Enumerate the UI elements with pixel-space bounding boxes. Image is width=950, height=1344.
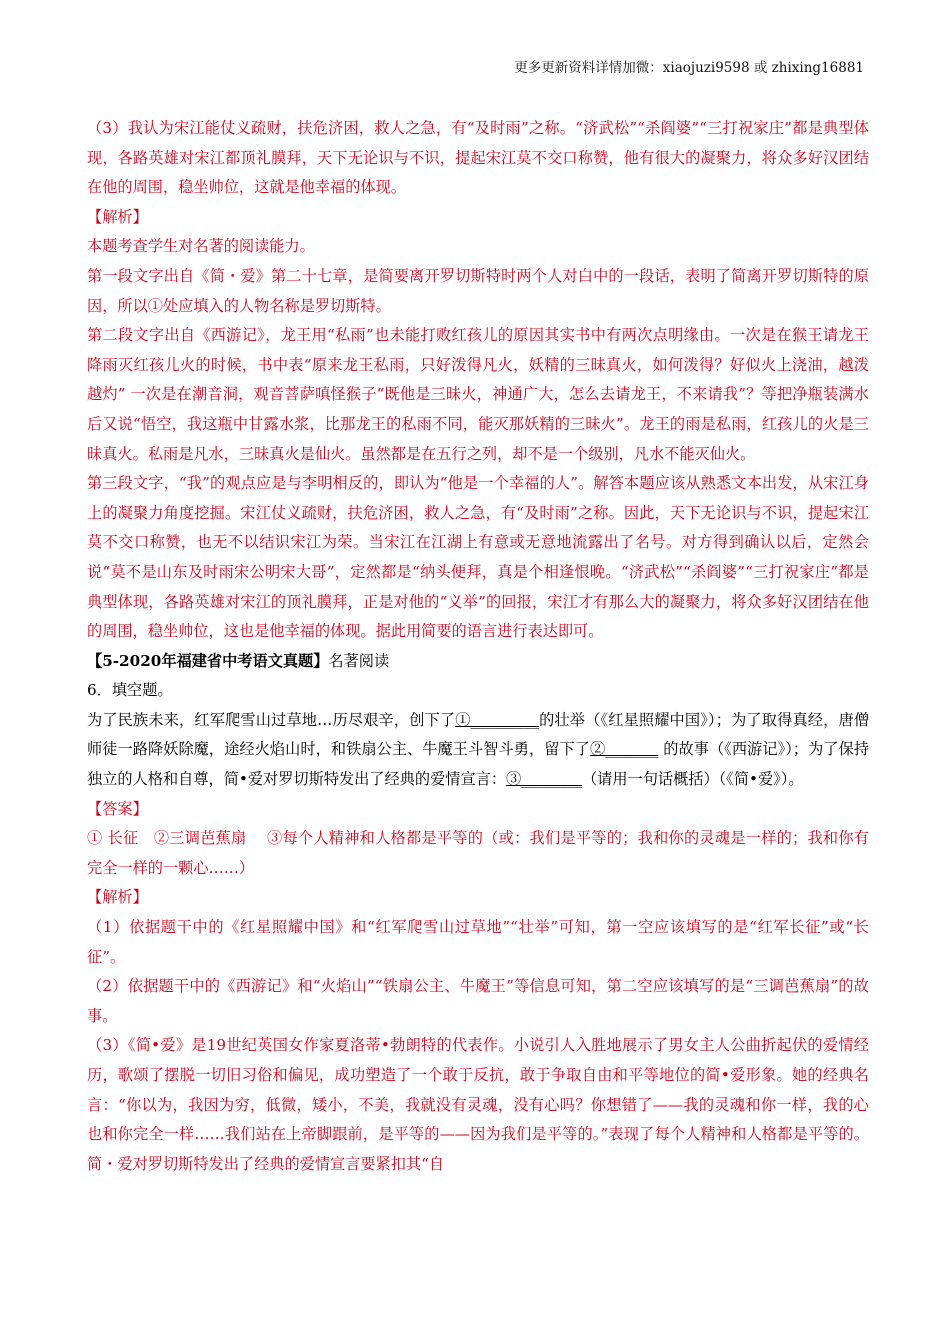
question-source: 【5-2020年福建省中考语文真题】 [87,651,329,670]
blank-1: ①_________ [455,710,539,729]
question-part-d: （请用一句话概括）（《简•爱》）。 [581,770,804,789]
answer-tag: 【答案】 [87,799,148,818]
question-number: 6．填空题。 [87,681,173,700]
question-part-b: 的壮举（《红星照耀中国》）；为了取得真经，唐僧师徒一路降妖除魔，途经火焰山时，和铁扇公主、牛魔王斗智斗勇，留下了 [87,710,870,759]
blank-3: ③______ [506,770,567,789]
question-heading [87,647,869,677]
analysis-tag: 【解析】 [87,207,148,226]
question-part-a: 为了民族未来，红军爬雪山过草地…历尽艰辛，创下了 [87,710,456,729]
question-part-c: 的故事（《西游记》）；为了保持独立的人格和自尊，简•爱对罗切斯特发出了经典的爱情宣言： [87,740,870,789]
blank-3-continued: __ [566,770,582,789]
answer-text: ① 长征 ②三调芭蕉扇 ③每个人精神和人格都是平等的（或：我们是平等的；我和你的灵魂是一样的；我和你有完全一样的一颗心……） [87,829,869,877]
question-text [87,706,869,795]
document-body [87,114,869,1179]
explanation-2: （2）依据题干中的《西游记》和“火焰山”“铁扇公主、牛魔王”等信息可知，第二空应该填写的是“三调芭蕉扇”的故事。 [87,977,869,1025]
answer-3-text: （3）我认为宋江能仗义疏财，扶危济困，救人之急，有“及时雨”之称。“济武松”“杀阎婆”“三打祝家庄”都是典型体现，各路英雄对宋江都顶礼膜拜，天下无论识与不识，提起宋江莫不交口称赞，他有很大的凝聚力，将众多好汉团结在他的周围，稳坐帅位，这就是他幸福的体现。 [87,119,869,197]
analysis-tag-2: 【解析】 [87,888,148,907]
question-topic: 名著阅读 [328,651,390,670]
explanation-3: （3）《简•爱》是19世纪英国女作家夏洛蒂•勃朗特的代表作。小说引人入胜地展示了男女主人公曲折起伏的爱情经历，歌颂了摆脱一切旧习俗和偏见，成功塑造了一个敢于反抗，敢于争取自由和平等地位的简•爱形象。她的经典名言：“你以为，我因为穷，低微，矮小，不美，我就没有灵魂，没有心吗？你想错了——我的灵魂和你一样，我的心也和你完全一样……我们站在上帝脚跟前，是平等的——因为我们是平等的。”表现了每个人精神和人格都是平等的。简・爱对罗切斯特发出了经典的爱情宣言要紧扣其“自 [87,1036,869,1173]
analysis-paragraph-2: 第二段文字出自《西游记》，龙王用“私雨”也未能打败红孩儿的原因其实书中有两次点明缘由。一次是在猴王请龙王降雨灭红孩儿火的时候，书中表“原来龙王私雨，只好泼得凡火，妖精的三昧真火，如何泼得？好似火上浇油，越泼越灼” 一次是在潮音洞，观音菩萨嗔怪猴子“既他是三昧火，神通广大，怎么去请龙王，不来请我”？等把净瓶装满水后又说“悟空，我这瓶中甘露水浆，比那龙王的私雨不同，能灭那妖精的三昧火”。龙王的雨是私雨，红孩儿的火是三昧真火。私雨是凡水，三昧真火是仙火。虽然都是在五行之列，却不是一个级别，凡水不能灭仙火。 [87,326,869,463]
explanation-1: （1）依据题干中的《红星照耀中国》和“红军爬雪山过草地”“壮举”可知，第一空应该填写的是“红军长征”或“长征”。 [87,918,869,966]
analysis-intro: 本题考查学生对名著的阅读能力。 [87,237,315,256]
analysis-paragraph-1: 第一段文字出自《简・爱》第二十七章，是简要离开罗切斯特时两个人对白中的一段话，表明了简离开罗切斯特的原因，所以①处应填入的人物名称是罗切斯特。 [87,266,869,315]
blank-2: ②_______ [589,740,659,759]
analysis-paragraph-3: 第三段文字，“我”的观点应是与李明相反的，即认为“他是一个幸福的人”。解答本题应该从熟悉文本出发，从宋江身上的凝聚力角度挖掘。宋江仗义疏财，扶危济困，救人之急，有“及时雨”之称。因此，天下无论识与不识，提起宋江莫不交口称赞，也无不以结识宋江为荣。当宋江在江湖上有意或无意地流露出了名号。对方得到确认以后，定然会说“莫不是山东及时雨宋公明宋大哥”，定然都是“纳头便拜，真是个相逢恨晚。“济武松”“杀阎婆”“三打祝家庄”都是典型体现，各路英雄对宋江的顶礼膜拜，正是对他的“义举”的回报，宋江才有那么大的凝聚力，将众多好汉团结在他的周围，稳坐帅位，这也是他幸福的体现。据此用简要的语言进行表达即可。 [87,474,869,641]
page-header: 更多更新资料详情加微：xiaojuzi9598 或 zhixing16881 [514,60,864,76]
